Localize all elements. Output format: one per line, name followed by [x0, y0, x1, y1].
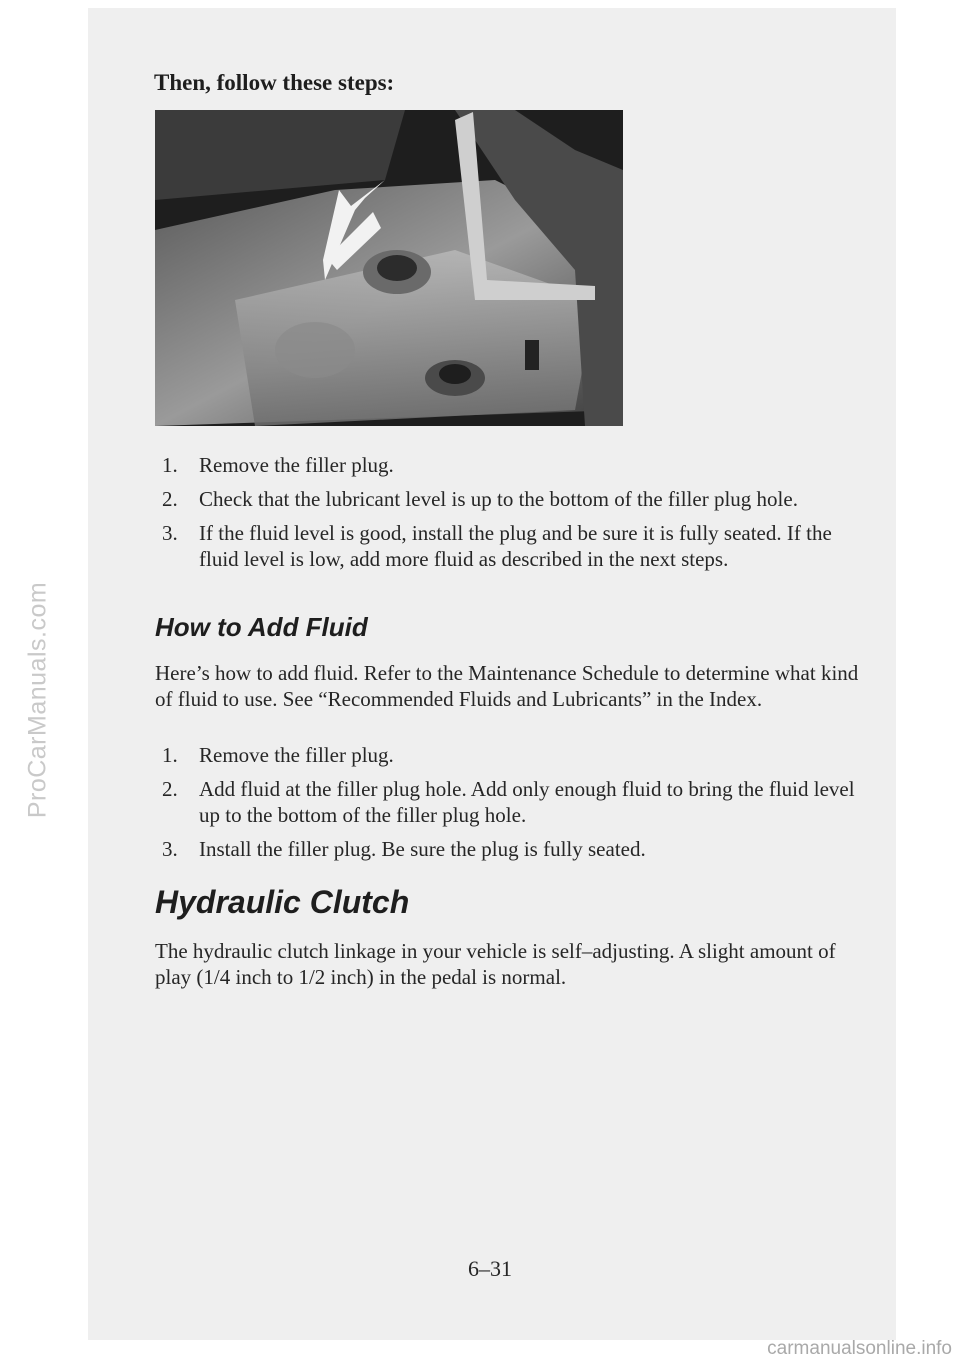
filler-plug-photo: [155, 110, 623, 426]
list-item: [162, 836, 862, 862]
list-item: [162, 776, 862, 828]
step-number: 2.: [162, 777, 178, 801]
section-heading-add-fluid: How to Add Fluid: [155, 612, 368, 642]
step-text: Remove the filler plug.: [199, 453, 394, 477]
step-number: 3.: [162, 837, 178, 861]
bottom-watermark: carmanualsonline.info: [767, 1338, 952, 1359]
list-item: [162, 742, 862, 768]
step-number: 2.: [162, 487, 178, 511]
clutch-text: The hydraulic clutch linkage in your vehicle is self–adjusting. A slight amount of play (1/4 inch to 1/2 inch) in the pedal is normal.: [155, 939, 836, 989]
step-text: Remove the filler plug.: [199, 743, 394, 767]
step-text: Install the filler plug. Be sure the plug is fully seated.: [199, 837, 646, 861]
step-text: If the fluid level is good, install the plug and be sure it is fully seated. If the fluid level is low, add more fluid as described in the next steps.: [199, 521, 832, 571]
list-item: [162, 452, 862, 478]
page-number: 6–31: [468, 1256, 512, 1281]
add-fluid-intro: Here’s how to add fluid. Refer to the Maintenance Schedule to determine what kind of fluid to use. See “Recommended Fluids and Lubricants” in the Index.: [155, 661, 859, 711]
step-number: 1.: [162, 743, 178, 767]
step-text: Add fluid at the filler plug hole. Add only enough fluid to bring the fluid level up to the bottom of the filler plug hole.: [199, 777, 855, 827]
step-number: 1.: [162, 453, 178, 477]
steps-intro: Then, follow these steps:: [154, 70, 395, 95]
add-fluid-steps-list: [162, 742, 862, 870]
step-number: 3.: [162, 521, 178, 545]
list-item: [162, 486, 862, 512]
step-text: Check that the lubricant level is up to the bottom of the filler plug hole.: [199, 487, 798, 511]
section-heading-hydraulic-clutch: Hydraulic Clutch: [155, 884, 410, 920]
check-steps-list: [162, 452, 862, 580]
side-watermark: ProCarManuals.com: [23, 581, 52, 819]
list-item: [162, 520, 862, 572]
